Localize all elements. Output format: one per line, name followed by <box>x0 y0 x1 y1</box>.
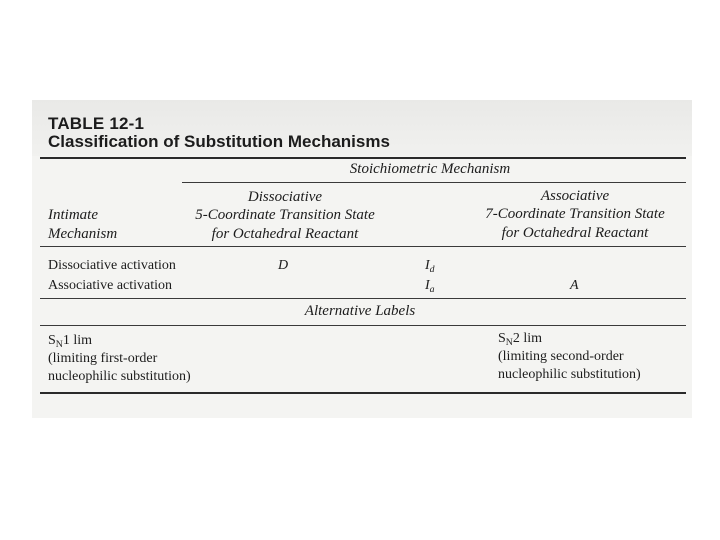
sn2-prefix: S <box>498 331 506 346</box>
sn1-prefix: S <box>48 333 56 348</box>
associative-line2: 7-Coordinate Transition State <box>485 206 665 222</box>
alternative-labels-header: Alternative Labels <box>304 303 416 319</box>
cell-ia-base: I <box>425 278 430 293</box>
row-label-dissociative: Dissociative activation <box>48 258 176 273</box>
sn2-sub: N <box>505 337 513 348</box>
sn2-suffix: 2 lim <box>512 331 543 346</box>
alt-rule <box>40 325 686 326</box>
table-number: TABLE 12-1 <box>48 114 145 133</box>
intimate-header-2: Mechanism <box>48 226 118 242</box>
top-rule <box>40 157 686 159</box>
dissociative-title: Dissociative <box>247 189 323 205</box>
stoichiometric-header: Stoichiometric Mechanism <box>349 161 511 177</box>
dissociative-line3: for Octahedral Reactant <box>211 226 359 242</box>
rows-rule <box>40 298 686 299</box>
cell-id-sub: d <box>429 264 435 275</box>
sn1-label <box>48 333 92 349</box>
cell-ia <box>425 278 435 294</box>
row-label-associative: Associative activation <box>48 278 173 293</box>
sn1-line2: (limiting first-order <box>48 351 158 366</box>
sn2-line2: (limiting second-order <box>498 349 624 364</box>
cell-a: A <box>570 278 579 293</box>
associative-title: Associative <box>540 188 610 204</box>
dissociative-line2: 5-Coordinate Transition State <box>195 207 375 223</box>
intimate-header-1: Intimate <box>48 207 98 223</box>
bottom-rule <box>40 392 686 394</box>
sn1-line3: nucleophilic substitution) <box>48 369 191 384</box>
stoichiometric-underline <box>182 182 686 183</box>
cell-id-base: I <box>425 258 430 273</box>
cell-d: D <box>278 258 289 273</box>
sn2-line3: nucleophilic substitution) <box>498 367 641 382</box>
sn2-label <box>498 331 542 347</box>
cell-id <box>425 258 435 274</box>
sn1-suffix: 1 lim <box>62 333 93 348</box>
sn1-sub: N <box>55 339 63 350</box>
associative-line3: for Octahedral Reactant <box>501 225 649 241</box>
cell-ia-sub: a <box>429 284 435 295</box>
table-caption: Classification of Substitution Mechanisms <box>48 132 390 151</box>
header-rule <box>40 246 686 247</box>
